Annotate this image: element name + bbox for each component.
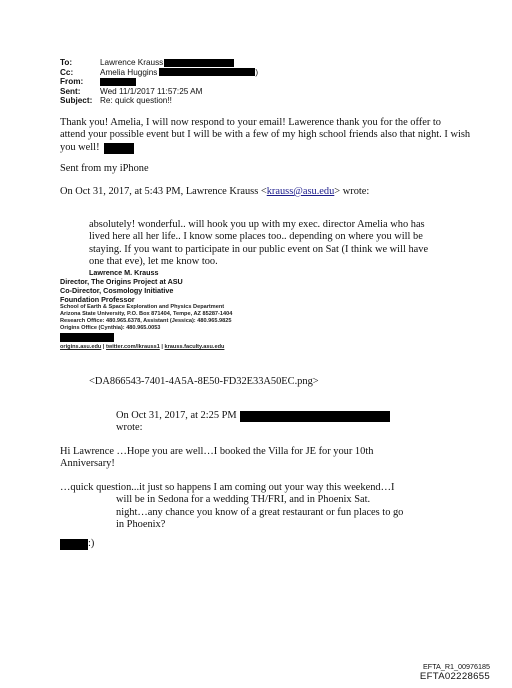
original-line: Anniversary!: [60, 458, 115, 470]
closing-text: :): [88, 538, 95, 549]
twitter-link[interactable]: twitter.com/lkrauss1: [106, 344, 160, 350]
sent-label: Sent:: [60, 86, 81, 96]
quote-header: [60, 186, 369, 198]
quote2-header: [116, 410, 390, 435]
reply-body: [60, 117, 480, 154]
original-line: Hi Lawrence …Hope you are well…I booked the Villa for JE for your 10th: [60, 446, 374, 457]
footer-refs: [420, 662, 490, 682]
to-label: To:: [60, 58, 73, 67]
sent-from-line: Sent from my iPhone: [60, 163, 149, 174]
from-row: [60, 77, 258, 87]
original-line: will be in Sedona for a wedding TH/FRI, and in Phoenix Sat.: [116, 494, 371, 506]
message-line: lived here all her life.. I know some places too.. depending on where you will be: [89, 231, 423, 243]
original-closing: [60, 538, 94, 550]
to-row: [60, 58, 258, 68]
signature-title: Foundation Professor: [60, 295, 135, 304]
link-separator: |: [159, 344, 165, 350]
signature-line: School of Earth & Space Exploration and Physics Department: [60, 304, 225, 310]
krauss-email-link[interactable]: krauss@asu.edu: [266, 186, 335, 197]
sent-value: Wed 11/1/2017 11:57:25 AM: [100, 86, 203, 96]
redaction-block: [164, 59, 234, 67]
quote-header-suffix: > wrote:: [334, 186, 370, 197]
cc-row: [60, 68, 258, 78]
cc-label: Cc:: [60, 67, 74, 77]
signature-title: Co-Director, Cosmology Initiative: [60, 286, 174, 295]
signature-links: [60, 343, 232, 351]
original-line: in Phoenix?: [116, 519, 166, 531]
faculty-link[interactable]: krauss.faculty.asu.edu: [164, 344, 225, 350]
message-line: staying. If you want to participate in our public event on Sat (I think we will have: [89, 243, 429, 255]
signature-block: [60, 268, 233, 351]
quote-header-prefix: On Oct 31, 2017, at 5:43 PM, Lawrence Krauss <: [60, 186, 267, 197]
signature-line: Origins Office (Cynthia): 480.965.0053: [60, 325, 161, 331]
signature-line: Arizona State University, P.O. Box 871404, Tempe, AZ 85287-1404: [60, 311, 233, 317]
original-message: [60, 446, 480, 471]
redaction-block: [60, 539, 88, 550]
reply-line: Thank you! Amelia, I will now respond to your email! Lawerence thank you for the offer to: [60, 117, 441, 128]
sent-row: [60, 87, 258, 97]
quote2-wrote: wrote:: [116, 422, 143, 434]
to-value: Lawrence Krauss: [100, 58, 164, 67]
signature-name: Lawrence M. Krauss: [89, 268, 159, 277]
redaction-block: [159, 68, 255, 76]
cc-value: Amelia Huggins: [100, 67, 158, 77]
signature-line: Research Office: 480.965.6378, Assistant (Jessica): 480.965.9825: [60, 318, 232, 324]
subject-value: Re: quick question!!: [100, 96, 172, 106]
original-question: [60, 482, 480, 532]
krauss-message: [89, 219, 489, 269]
subject-label: Subject:: [60, 96, 93, 106]
redaction-block: [60, 333, 114, 342]
original-line: …quick question...it just so happens I am coming out your way this weekend…I: [60, 482, 395, 493]
redaction-block: [104, 143, 134, 154]
redaction-block: [100, 78, 136, 86]
from-label: From:: [60, 77, 84, 87]
origins-link[interactable]: origins.asu.edu: [60, 344, 102, 350]
cc-close: ): [255, 67, 259, 77]
link-separator: |: [101, 344, 107, 350]
message-line: one that eve), let me know too.: [89, 256, 218, 268]
efta-ref-2: EFTA02228655: [419, 671, 490, 682]
redaction-block: [240, 411, 390, 422]
quote2-prefix: On Oct 31, 2017, at 2:25 PM: [116, 410, 237, 421]
image-attachment-ref: <DA866543-7401-4A5A-8E50-FD32E33A50EC.png>: [89, 376, 319, 387]
email-header: [60, 58, 258, 106]
message-line: absolutely! wonderful.. will hook you up with my exec. director Amelia who has: [89, 219, 425, 230]
signature-title: Director, The Origins Project at ASU: [60, 277, 183, 286]
subject-row: [60, 96, 258, 106]
original-line: night…any chance you know of a great restaurant or fun places to go: [116, 506, 404, 518]
reply-line: attend your possible event but I will be with a few of my high school friends also that night. I wish: [60, 129, 471, 141]
reply-line: you well!: [60, 141, 100, 153]
efta-ref-1: EFTA_R1_00976185: [423, 662, 490, 671]
